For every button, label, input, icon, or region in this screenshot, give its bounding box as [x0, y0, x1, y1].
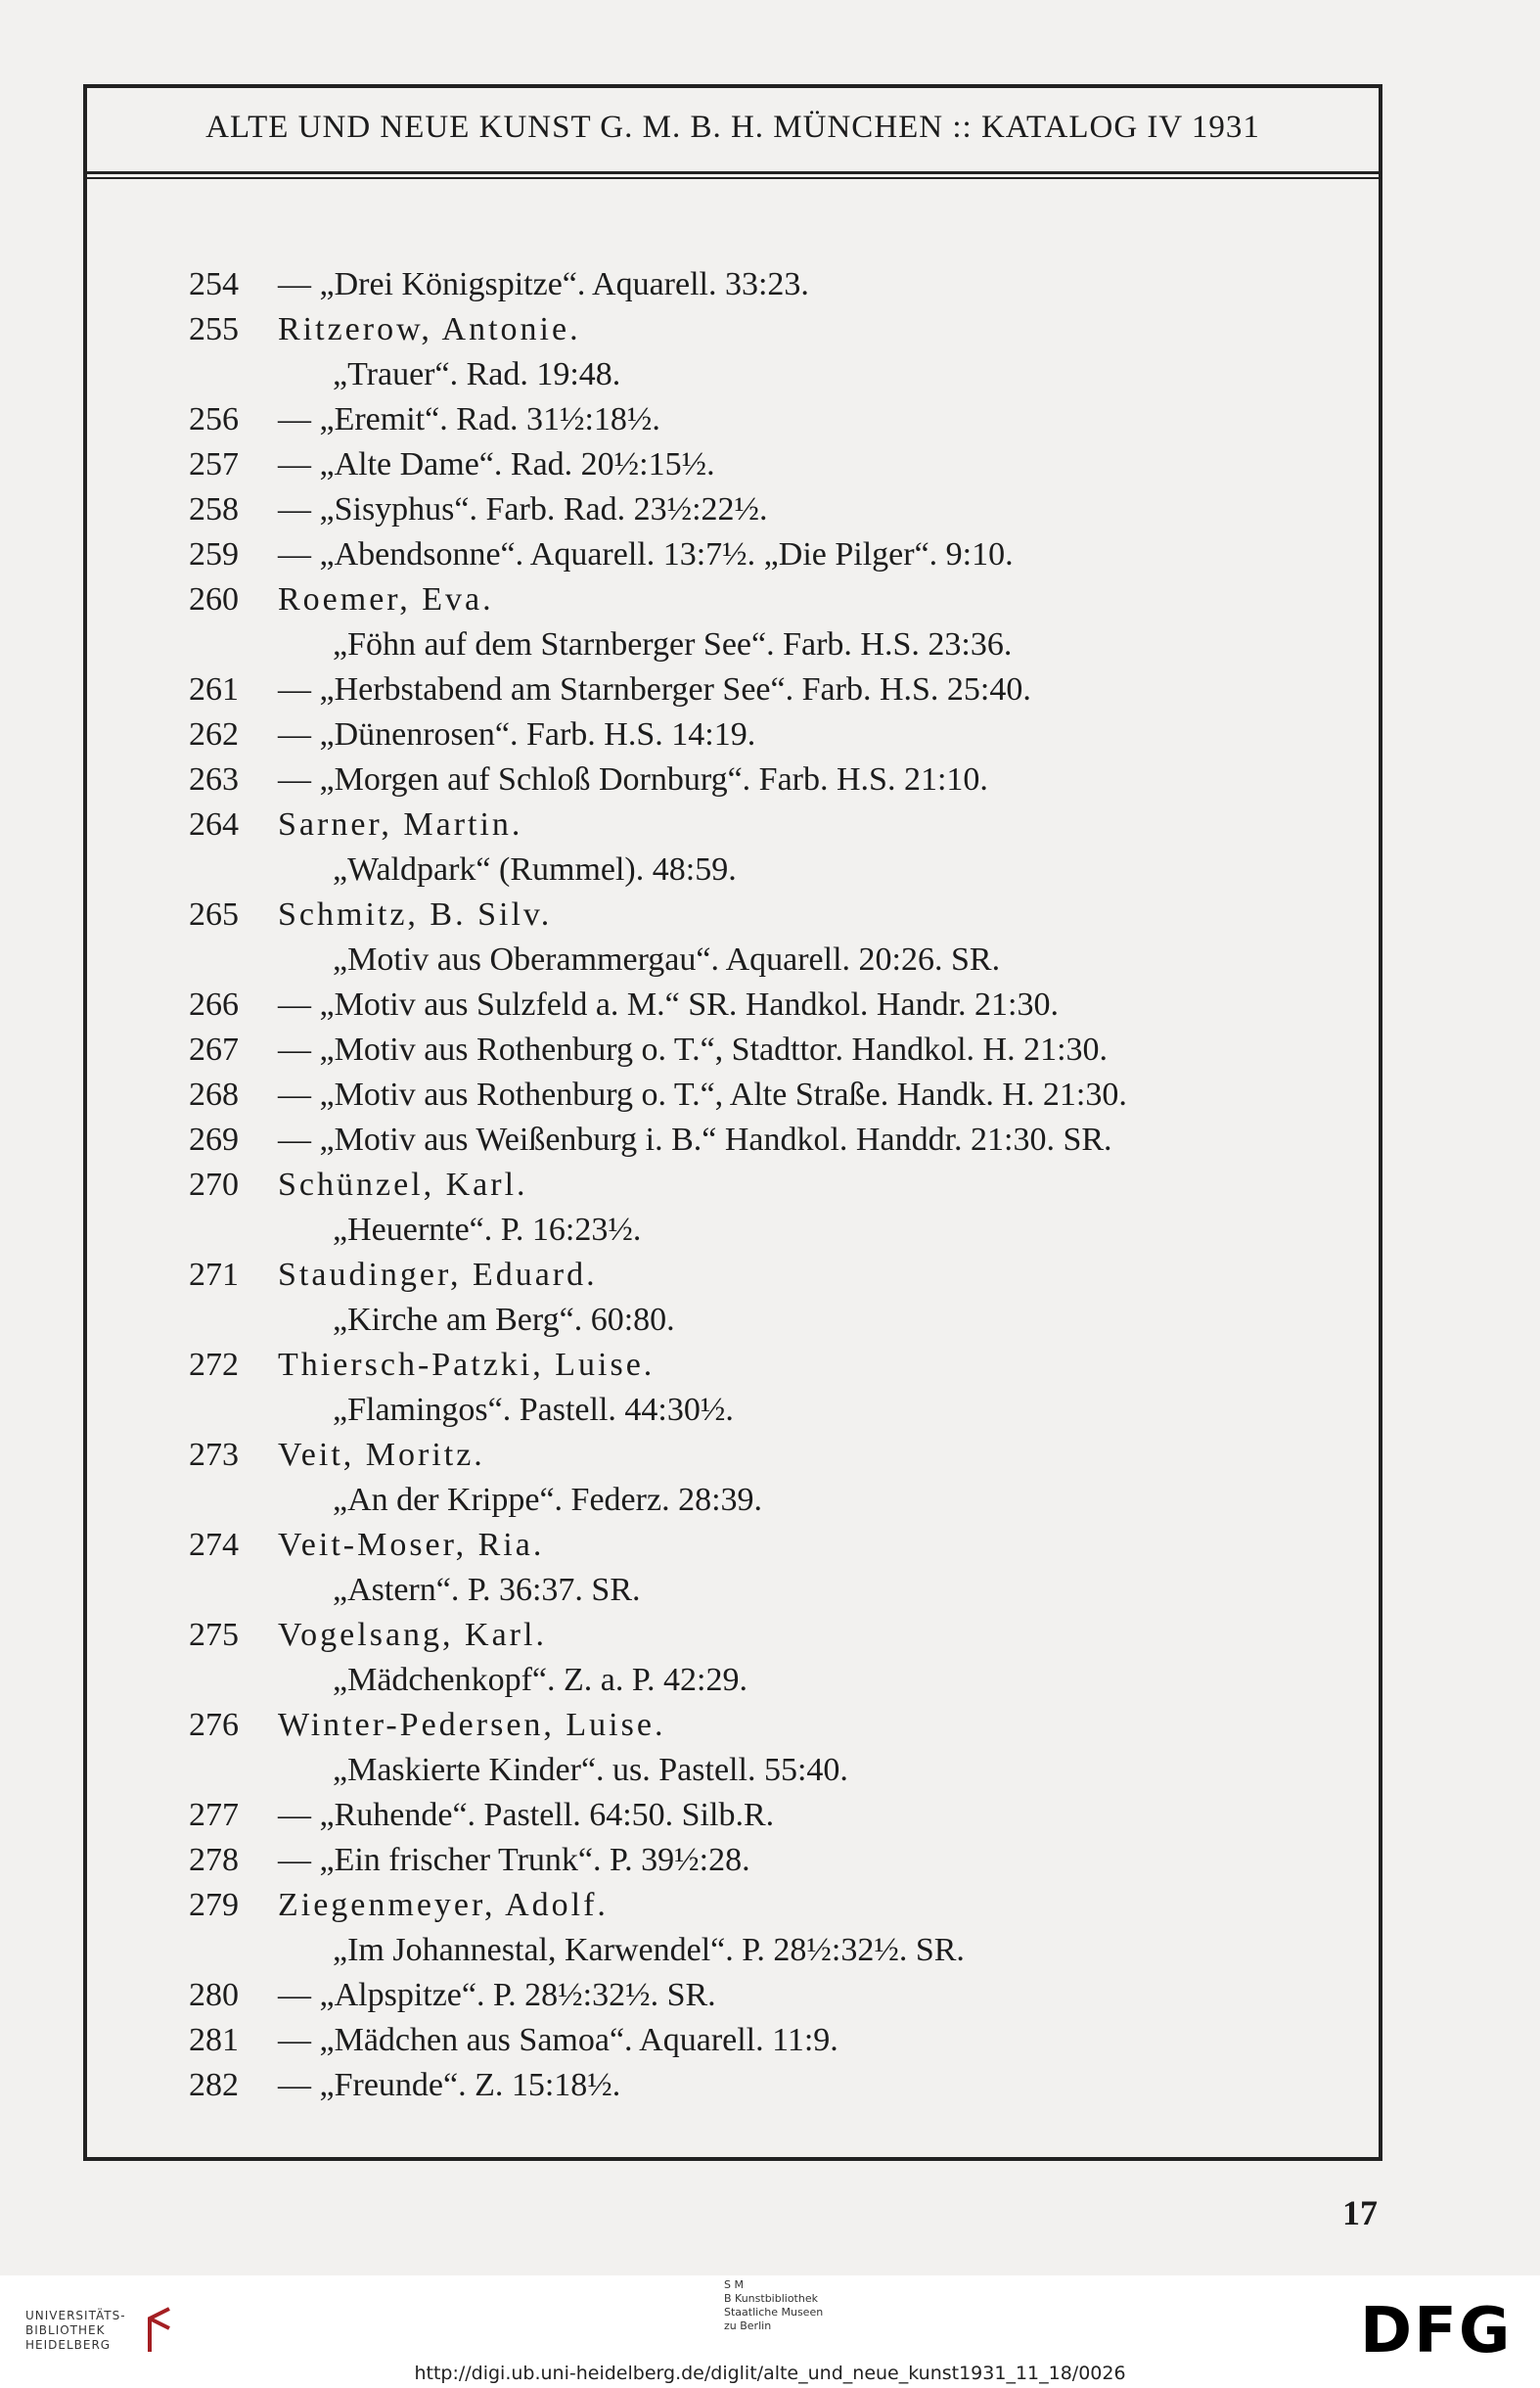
entry-number: [157, 1298, 239, 1343]
catalog-header: ALTE UND NEUE KUNST G. M. B. H. MÜNCHEN :: KATALOG IV 1931: [83, 84, 1382, 174]
entry-number: 257: [189, 446, 239, 482]
artist-name: Thiersch-Patzki, Luise.: [278, 1347, 656, 1383]
entry-number: 265: [189, 896, 239, 933]
entry-number: [157, 1388, 239, 1433]
work-description: — „Alpspitze“. P. 28½:32½. SR.: [278, 1977, 716, 2013]
artist-name: Winter-Pedersen, Luise.: [278, 1707, 666, 1743]
work-description: — „Motiv aus Rothenburg o. T.“, Stadttor. Handkol. H. 21:30.: [278, 1032, 1109, 1068]
entry-number: 260: [189, 581, 239, 618]
artist-name: Ritzerow, Antonie.: [278, 311, 581, 347]
artist-name: Sarner, Martin.: [278, 806, 523, 843]
source-url[interactable]: http://digi.ub.uni-heidelberg.de/diglit/alte_und_neue_kunst1931_11_18/0026: [414, 2363, 1126, 2384]
entry-number: 256: [189, 401, 239, 437]
work-description: — „Sisyphus“. Farb. Rad. 23½:22½.: [278, 491, 768, 528]
work-description: — „Motiv aus Rothenburg o. T.“, Alte Straße. Handk. H. 21:30.: [278, 1077, 1127, 1113]
work-description: — „Eremit“. Rad. 31½:18½.: [278, 401, 660, 437]
entry-number: [157, 1568, 239, 1613]
work-description: — „Herbstabend am Starnberger See“. Farb. H.S. 25:40.: [278, 671, 1031, 708]
catalog-entry: [157, 487, 1370, 532]
work-description: — „Motiv aus Weißenburg i. B.“ Handkol. Handdr. 21:30. SR.: [278, 1122, 1112, 1158]
artist-name: Veit, Moritz.: [278, 1437, 485, 1473]
entry-number: [157, 1748, 239, 1793]
artist-name: Staudinger, Eduard.: [278, 1257, 598, 1293]
work-description: — „Dünenrosen“. Farb. H.S. 14:19.: [278, 716, 756, 753]
entry-number: 262: [189, 716, 239, 753]
entry-number: 255: [189, 311, 239, 347]
smb-text-line: Staatliche Museen: [724, 2306, 824, 2319]
entry-number: 278: [189, 1842, 239, 1878]
catalog-entry: [157, 622, 1370, 667]
dfg-logo[interactable]: DFG: [1360, 2295, 1513, 2367]
catalog-entry: [157, 1253, 1370, 1298]
catalog-entry: [157, 397, 1370, 442]
catalog-entry: [157, 667, 1370, 712]
entry-number: 261: [189, 671, 239, 708]
entry-number: 279: [189, 1887, 239, 1923]
ub-text-line: UNIVERSITÄTS-: [25, 2308, 126, 2322]
work-description: „Föhn auf dem Starnberger See“. Farb. H.S. 23:36.: [333, 626, 1013, 663]
entry-number: 276: [189, 1707, 239, 1743]
work-description: „Im Johannestal, Karwendel“. P. 28½:32½. SR.: [333, 1932, 965, 1968]
catalog-entry: [157, 893, 1370, 938]
catalog-entry: [157, 1523, 1370, 1568]
catalog-entry: [157, 1163, 1370, 1208]
entry-number: 268: [189, 1077, 239, 1113]
ub-text-line: BIBLIOTHEK: [25, 2322, 106, 2337]
entry-number: [157, 622, 239, 667]
catalog-entry: [157, 307, 1370, 352]
catalog-entry: [157, 803, 1370, 848]
entry-number: 271: [189, 1257, 239, 1293]
catalog-entry: [157, 442, 1370, 487]
work-description: „Maskierte Kinder“. us. Pastell. 55:40.: [333, 1752, 848, 1788]
catalog-entry: [157, 577, 1370, 622]
work-description: — „Drei Königspitze“. Aquarell. 33:23.: [278, 266, 809, 302]
entry-number: [157, 1658, 239, 1703]
work-description: „Flamingos“. Pastell. 44:30½.: [333, 1392, 734, 1428]
catalog-entry: [157, 2018, 1370, 2063]
entry-number: 259: [189, 536, 239, 573]
catalog-entry: [157, 938, 1370, 983]
catalog-entry: [157, 1208, 1370, 1253]
smb-text-line: zu Berlin: [724, 2319, 772, 2332]
entry-number: 270: [189, 1167, 239, 1203]
entry-number: 272: [189, 1347, 239, 1383]
entry-number: [157, 848, 239, 893]
entry-number: [157, 1208, 239, 1253]
entry-number: 280: [189, 1977, 239, 2013]
artist-name: Vogelsang, Karl.: [278, 1617, 547, 1653]
entry-number: 269: [189, 1122, 239, 1158]
artist-name: Schünzel, Karl.: [278, 1167, 528, 1203]
catalog-entry: [157, 758, 1370, 803]
catalog-entry: [157, 1073, 1370, 1118]
work-description: — „Motiv aus Sulzfeld a. M.“ SR. Handkol. Handr. 21:30.: [278, 987, 1059, 1023]
work-description: „Astern“. P. 36:37. SR.: [333, 1572, 641, 1608]
smb-kunstbibliothek-logo[interactable]: [724, 2278, 823, 2333]
artist-name: Veit-Moser, Ria.: [278, 1527, 545, 1563]
catalog-entry: [157, 1973, 1370, 2018]
work-description: „Motiv aus Oberammergau“. Aquarell. 20:26. SR.: [333, 941, 1001, 978]
work-description: „Kirche am Berg“. 60:80.: [333, 1302, 675, 1338]
entry-number: [157, 938, 239, 983]
entry-number: 277: [189, 1797, 239, 1833]
catalog-entry: [157, 1478, 1370, 1523]
catalog-entry: [157, 1388, 1370, 1433]
work-description: — „Freunde“. Z. 15:18½.: [278, 2067, 621, 2103]
smb-text-line: S M: [724, 2278, 744, 2291]
work-description: — „Mädchen aus Samoa“. Aquarell. 11:9.: [278, 2022, 838, 2058]
catalog-entry: [157, 1748, 1370, 1793]
entry-number: [157, 1928, 239, 1973]
artist-name: Ziegenmeyer, Adolf.: [278, 1887, 609, 1923]
catalog-entries: [157, 262, 1370, 2108]
catalog-entry: [157, 983, 1370, 1028]
ub-heidelberg-logo[interactable]: [25, 2305, 179, 2356]
entry-number: 274: [189, 1527, 239, 1563]
catalog-entry: [157, 1838, 1370, 1883]
catalog-entry: [157, 1883, 1370, 1928]
entry-number: [157, 1478, 239, 1523]
catalog-entry: [157, 712, 1370, 758]
header-rule: [83, 177, 1382, 179]
entry-number: 266: [189, 987, 239, 1023]
work-description: — „Abendsonne“. Aquarell. 13:7½. „Die Pilger“. 9:10.: [278, 536, 1014, 573]
artist-name: Roemer, Eva.: [278, 581, 494, 618]
work-description: „Waldpark“ (Rummel). 48:59.: [333, 851, 737, 888]
entry-number: 273: [189, 1437, 239, 1473]
work-description: „An der Krippe“. Federz. 28:39.: [333, 1482, 763, 1518]
catalog-entry: [157, 1613, 1370, 1658]
catalog-entry: [157, 1298, 1370, 1343]
entry-number: 264: [189, 806, 239, 843]
page-number: 17: [1342, 2193, 1378, 2232]
work-description: „Trauer“. Rad. 19:48.: [333, 356, 621, 392]
entry-number: 282: [189, 2067, 239, 2103]
catalog-entry: [157, 1028, 1370, 1073]
catalog-entry: [157, 1433, 1370, 1478]
entry-number: 267: [189, 1032, 239, 1068]
catalog-entry: [157, 1703, 1370, 1748]
catalog-entry: [157, 262, 1370, 307]
work-description: „Mädchenkopf“. Z. a. P. 42:29.: [333, 1662, 747, 1698]
work-description: — „Alte Dame“. Rad. 20½:15½.: [278, 446, 715, 482]
catalog-entry: [157, 532, 1370, 577]
entry-number: 258: [189, 491, 239, 528]
entry-number: [157, 352, 239, 397]
ub-text-line: HEIDELBERG: [25, 2337, 112, 2352]
artist-name: Schmitz, B. Silv.: [278, 896, 553, 933]
catalog-entry: [157, 1118, 1370, 1163]
entry-number: 263: [189, 761, 239, 798]
work-description: — „Ruhende“. Pastell. 64:50. Silb.R.: [278, 1797, 775, 1833]
smb-text-line: B Kunstbibliothek: [724, 2292, 818, 2305]
catalog-entry: [157, 2063, 1370, 2108]
catalog-entry: [157, 1793, 1370, 1838]
catalog-entry: [157, 1928, 1370, 1973]
catalog-entry: [157, 352, 1370, 397]
catalog-entry: [157, 848, 1370, 893]
entry-number: 254: [189, 266, 239, 302]
ub-heidelberg-mark-icon: [140, 2305, 179, 2356]
work-description: „Heuernte“. P. 16:23½.: [333, 1212, 642, 1248]
entry-number: 281: [189, 2022, 239, 2058]
catalog-entry: [157, 1343, 1370, 1388]
work-description: — „Morgen auf Schloß Dornburg“. Farb. H.S. 21:10.: [278, 761, 988, 798]
work-description: — „Ein frischer Trunk“. P. 39½:28.: [278, 1842, 750, 1878]
entry-number: 275: [189, 1617, 239, 1653]
catalog-entry: [157, 1658, 1370, 1703]
catalog-entry: [157, 1568, 1370, 1613]
ub-heidelberg-text: [25, 2309, 126, 2353]
